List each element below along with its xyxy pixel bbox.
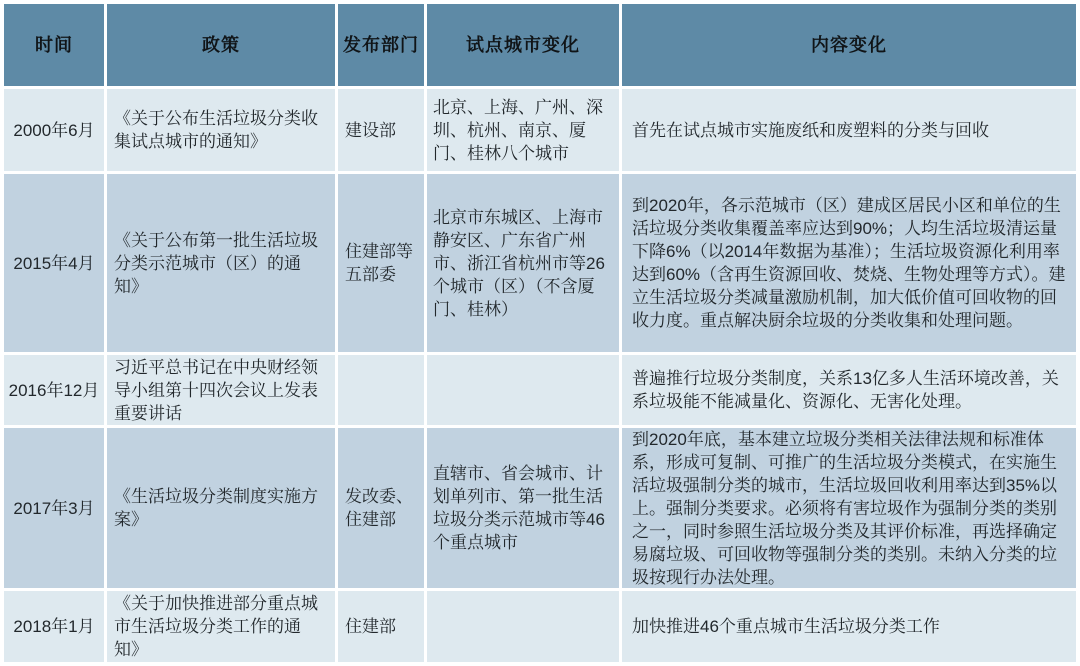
cell-policy: 《生活垃圾分类制度实施方案》: [107, 428, 335, 588]
cell-content: 到2020年，各示范城市（区）建成区居民小区和单位的生活垃圾分类收集覆盖率应达到90%；人均生活垃圾清运量下降6%（以2014年数据为基准）；生活垃圾资源化利用率达到60%（含再生资源回收、焚烧、生物处理等方式）。建立生活垃圾分类减量激励机制，加大低价值可回收物的回收力度。重点解决厨余垃圾的分类收集和处理问题。: [622, 174, 1076, 352]
header-cell-time: 时间: [4, 4, 104, 86]
cell-time: 2016年12月: [4, 355, 104, 425]
cell-department: 发改委、住建部: [338, 428, 424, 588]
cell-cities: 直辖市、省会城市、计划单列市、第一批生活垃圾分类示范城市等46个重点城市: [427, 428, 619, 588]
cell-department: 住建部等五部委: [338, 174, 424, 352]
cell-policy: 《关于公布生活垃圾分类收集试点城市的通知》: [107, 89, 335, 171]
cell-policy: 习近平总书记在中央财经领导小组第十四次会议上发表重要讲话: [107, 355, 335, 425]
cell-department: [338, 355, 424, 425]
header-cell-cities: 试点城市变化: [427, 4, 619, 86]
cell-department: 建设部: [338, 89, 424, 171]
cell-cities: [427, 591, 619, 662]
cell-policy: 《关于公布第一批生活垃圾分类示范城市（区）的通知》: [107, 174, 335, 352]
header-cell-content: 内容变化: [622, 4, 1076, 86]
cell-time: 2015年4月: [4, 174, 104, 352]
cell-time: 2000年6月: [4, 89, 104, 171]
cell-cities: [427, 355, 619, 425]
cell-cities: 北京、上海、广州、深圳、杭州、南京、厦门、桂林八个城市: [427, 89, 619, 171]
header-cell-department: 发布部门: [338, 4, 424, 86]
cell-time: 2018年1月: [4, 591, 104, 662]
cell-content: 普遍推行垃圾分类制度，关系13亿多人生活环境改善，关系垃圾能不能减量化、资源化、无害化处理。: [622, 355, 1076, 425]
cell-content: 加快推进46个重点城市生活垃圾分类工作: [622, 591, 1076, 662]
header-cell-policy: 政策: [107, 4, 335, 86]
cell-time: 2017年3月: [4, 428, 104, 588]
cell-cities: 北京市东城区、上海市静安区、广东省广州市、浙江省杭州市等26个城市（区）（不含厦门、桂林）: [427, 174, 619, 352]
cell-department: 住建部: [338, 591, 424, 662]
cell-content: 首先在试点城市实施废纸和废塑料的分类与回收: [622, 89, 1076, 171]
cell-policy: 《关于加快推进部分重点城市生活垃圾分类工作的通知》: [107, 591, 335, 662]
cell-content: 到2020年底，基本建立垃圾分类相关法律法规和标准体系，形成可复制、可推广的生活垃圾分类模式，在实施生活垃圾强制分类的城市，生活垃圾回收利用率达到35%以上。强制分类要求。必须将有害垃圾作为强制分类的类别之一，同时参照生活垃圾分类及其评价标准，再选择确定易腐垃圾、可回收物等强制分类的类别。未纳入分类的垃圾按现行办法处理。: [622, 428, 1076, 588]
